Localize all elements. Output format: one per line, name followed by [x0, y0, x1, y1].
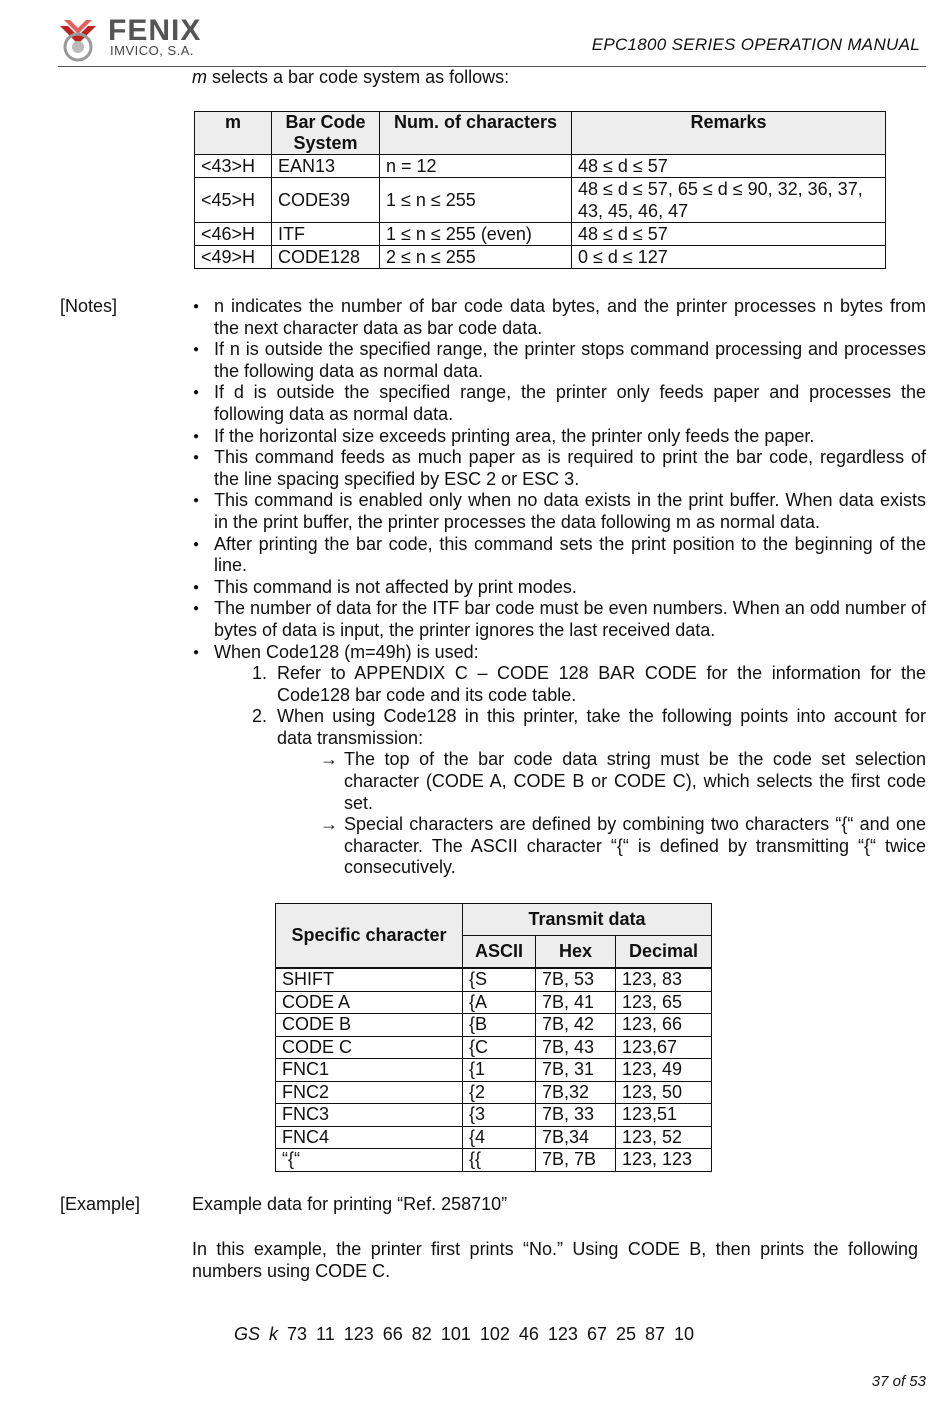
note-item: ● If d is outside the specified range, the printer only feeds paper and processes the following data as normal data.	[192, 382, 926, 425]
intro-sentence	[192, 67, 509, 88]
example-paragraph: In this example, the printer first prints “No.” Using CODE B, then prints the following numbers using CODE C.	[192, 1239, 918, 1281]
note-item: ● If n is outside the specified range, the printer stops command processing and processes the following data as normal data.	[192, 339, 926, 382]
cell-ascii: {2	[463, 1081, 536, 1104]
arrow-text: Special characters are defined by combining two characters “{“ and one character. The ASCII character “{“ is defined by transmitting “{“ twice consecutively.	[344, 814, 926, 878]
note-item: ● If the horizontal size exceeds printing area, the printer only feeds the paper.	[192, 426, 926, 448]
table-row	[276, 1104, 712, 1127]
cell-hex: 7B, 43	[536, 1036, 616, 1059]
cell-hex: 7B,34	[536, 1126, 616, 1149]
cell-remarks: 48 ≤ d ≤ 57, 65 ≤ d ≤ 90, 32, 36, 37, 43, 45, 46, 47	[572, 178, 886, 223]
cell-ascii: {C	[463, 1036, 536, 1059]
arrow-right-icon: →	[320, 814, 338, 835]
cell-ascii: {4	[463, 1126, 536, 1149]
cell-hex: 7B, 33	[536, 1104, 616, 1127]
note-item: ● This command is enabled only when no data exists in the print buffer. When data exists in the print buffer, the printer processes the data following m as normal data.	[192, 490, 926, 533]
step-text: When using Code128 in this printer, take the following points into account for data transmission:	[277, 706, 926, 748]
cell-remarks: 48 ≤ d ≤ 57	[572, 223, 886, 246]
cell-decimal: 123,67	[616, 1036, 712, 1059]
cell-specific-character: FNC4	[276, 1126, 463, 1149]
code128-points	[192, 749, 926, 879]
cell-num: n = 12	[380, 155, 572, 178]
arrow-item	[192, 749, 926, 814]
cell-decimal: 123, 65	[616, 991, 712, 1014]
gs-command: GS k	[234, 1324, 279, 1344]
cell-m: <49>H	[195, 246, 272, 269]
header-ascii: ASCII	[463, 936, 536, 969]
cell-ascii: {A	[463, 991, 536, 1014]
header-remarks: Remarks	[572, 112, 886, 155]
step-item	[192, 663, 926, 706]
transmit-table-body	[276, 968, 712, 1171]
cell-hex: 7B, 7B	[536, 1149, 616, 1172]
logo-subtitle: IMVICO, S.A.	[110, 43, 195, 58]
transmit-data-table	[275, 903, 712, 1172]
cell-specific-character: SHIFT	[276, 968, 463, 991]
table-row	[195, 246, 886, 269]
table-row	[276, 1126, 712, 1149]
cell-hex: 7B, 53	[536, 968, 616, 991]
header-specific-character: Specific character	[276, 904, 463, 969]
cell-decimal: 123, 123	[616, 1149, 712, 1172]
cell-system: EAN13	[272, 155, 380, 178]
cell-system: CODE39	[272, 178, 380, 223]
cell-decimal: 123, 52	[616, 1126, 712, 1149]
logo-name: FENIX	[108, 14, 202, 47]
cell-decimal: 123,51	[616, 1104, 712, 1127]
step-item	[192, 706, 926, 749]
cell-m: <43>H	[195, 155, 272, 178]
cell-num: 2 ≤ n ≤ 255	[380, 246, 572, 269]
note-item: ● This command feeds as much paper as is required to print the bar code, regardless of the line spacing specified by ESC 2 or ESC 3.	[192, 447, 926, 490]
table-row	[195, 223, 886, 246]
gs-command-line	[234, 1324, 694, 1345]
header-m: m	[195, 112, 272, 155]
arrow-right-icon: →	[320, 749, 338, 770]
cell-m: <45>H	[195, 178, 272, 223]
cell-decimal: 123, 50	[616, 1081, 712, 1104]
example-label: [Example]	[60, 1194, 141, 1214]
note-item: ● The number of data for the ITF bar code must be even numbers. When an odd number of bytes of data is input, the printer ignores the last received data.	[192, 598, 926, 641]
cell-hex: 7B,32	[536, 1081, 616, 1104]
cell-specific-character: FNC2	[276, 1081, 463, 1104]
cell-num: 1 ≤ n ≤ 255	[380, 178, 572, 223]
step-number: 2.	[252, 706, 268, 727]
table-row	[276, 1036, 712, 1059]
cell-ascii: {3	[463, 1104, 536, 1127]
note-item: ● After printing the bar code, this command sets the print position to the beginning of the line.	[192, 534, 926, 577]
page-number: 37 of 53	[871, 1373, 926, 1390]
cell-hex: 7B, 31	[536, 1059, 616, 1082]
table-row	[276, 1081, 712, 1104]
cell-decimal: 123, 49	[616, 1059, 712, 1082]
notes-list	[192, 296, 926, 879]
cell-decimal: 123, 83	[616, 968, 712, 991]
cell-specific-character: “{“	[276, 1149, 463, 1172]
table-row	[276, 1014, 712, 1037]
example-text: Example data for printing “Ref. 258710”	[192, 1194, 508, 1214]
cell-specific-character: FNC1	[276, 1059, 463, 1082]
cell-num: 1 ≤ n ≤ 255 (even)	[380, 223, 572, 246]
note-item: ● When Code128 (m=49h) is used:	[192, 642, 926, 664]
note-item: ● n indicates the number of bar code data bytes, and the printer processes n bytes from the next character data as bar code data.	[192, 296, 926, 339]
cell-hex: 7B, 41	[536, 991, 616, 1014]
gs-values: 73 11 123 66 82 101 102 46 123 67 25 87 10	[287, 1324, 695, 1344]
code128-steps	[192, 663, 926, 749]
intro-text: selects a bar code system as follows:	[207, 67, 510, 87]
header-num-characters: Num. of characters	[380, 112, 572, 155]
table-row	[276, 991, 712, 1014]
table-row	[195, 155, 886, 178]
cell-system: CODE128	[272, 246, 380, 269]
cell-m: <46>H	[195, 223, 272, 246]
table-row	[195, 178, 886, 223]
header-bar-code-system: Bar Code System	[272, 112, 380, 155]
cell-remarks: 48 ≤ d ≤ 57	[572, 155, 886, 178]
note-item: ● This command is not affected by print modes.	[192, 577, 926, 599]
cell-ascii: {1	[463, 1059, 536, 1082]
table-row	[276, 1149, 712, 1172]
header-hex: Hex	[536, 936, 616, 969]
cell-remarks: 0 ≤ d ≤ 127	[572, 246, 886, 269]
cell-ascii: {{	[463, 1149, 536, 1172]
cell-ascii: {B	[463, 1014, 536, 1037]
step-number: 1.	[252, 663, 268, 684]
barcode-system-table	[194, 111, 886, 269]
arrow-text: The top of the bar code data string must be the code set selection character (CODE A, CODE B or CODE C), which selects the first code set.	[344, 749, 926, 813]
cell-specific-character: CODE B	[276, 1014, 463, 1037]
cell-specific-character: FNC3	[276, 1104, 463, 1127]
manual-title: EPC1800 SERIES OPERATION MANUAL	[591, 35, 920, 54]
header-transmit-data: Transmit data	[463, 904, 712, 936]
cell-decimal: 123, 66	[616, 1014, 712, 1037]
intro-var: m	[192, 67, 207, 87]
cell-specific-character: CODE C	[276, 1036, 463, 1059]
arrow-item	[192, 814, 926, 879]
cell-specific-character: CODE A	[276, 991, 463, 1014]
cell-ascii: {S	[463, 968, 536, 991]
table-row	[276, 1059, 712, 1082]
cell-hex: 7B, 42	[536, 1014, 616, 1037]
table-row	[276, 968, 712, 991]
header-decimal: Decimal	[616, 936, 712, 969]
notes-label: [Notes]	[60, 296, 118, 316]
step-text: Refer to APPENDIX C – CODE 128 BAR CODE for the information for the Code128 bar code and its code table.	[277, 663, 926, 705]
cell-system: ITF	[272, 223, 380, 246]
